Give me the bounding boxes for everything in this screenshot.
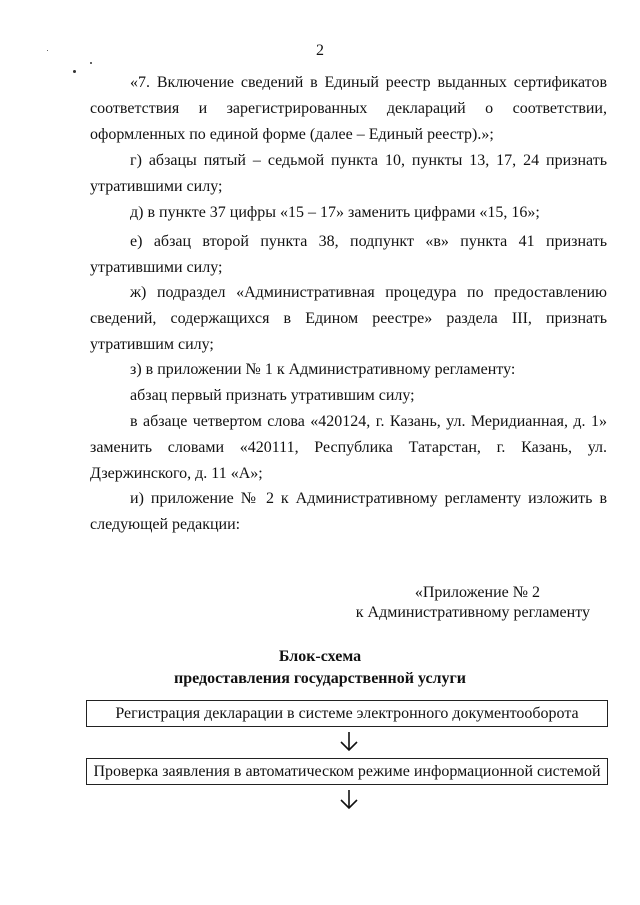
scan-speck [73, 70, 76, 73]
paragraph-i [90, 486, 607, 538]
paragraph-text: в абзаце четвертом слова «420124, г. Казань, ул. Меридианная, д. 1» заменить словами «420111, Республика Татарстан, г. Казань, ул. Дзержинского, д. 11 «А»; [90, 413, 607, 482]
paragraph-e [90, 229, 607, 281]
paragraph-text: Включение сведений в Единый реестр выданных сертификатов соответствия и зарегистрированных деклараций о соответствии, оформленных по единой форме (далее – Единый реестр).»; [90, 74, 607, 143]
paragraph-marker: «7. [130, 74, 150, 91]
arrow-down-icon [337, 789, 361, 811]
paragraph-text: абзац первый признать утратившим силу; [130, 387, 415, 404]
paragraph-marker: д) [130, 204, 144, 221]
scheme-title-line1: Блок-схема [278, 648, 362, 665]
appendix-header [300, 583, 590, 623]
appendix-title: «Приложение № 2 [414, 584, 540, 601]
paragraph-marker: г) [130, 152, 142, 169]
paragraph-abzac-fourth [90, 409, 607, 487]
paragraph-marker: и) [130, 490, 144, 507]
paragraph-7 [90, 70, 607, 148]
appendix-subtitle: к Административному регламенту [355, 604, 590, 621]
paragraph-marker: ж) [130, 284, 147, 301]
paragraph-text: подраздел «Административная процедура по предоставлению сведений, содержащихся в Едином реестре» раздела III, признать утратившим силу; [90, 284, 608, 353]
scheme-title [0, 646, 640, 690]
arrow-down-icon [337, 731, 361, 753]
paragraph-text: абзацы пятый – седьмой пункта 10, пункты 13, 17, 24 признать утратившими силу; [90, 152, 608, 195]
paragraph-text: в пункте 37 цифры «15 – 17» заменить цифрами «15, 16»; [147, 204, 540, 221]
flow-step-1: Регистрация декларации в системе электронного документооборота [86, 700, 608, 727]
flow-step-2: Проверка заявления в автоматическом режиме информационной системой [86, 758, 608, 785]
paragraph-z [90, 357, 607, 383]
paragraph-abzac-first [90, 383, 607, 409]
page-number: 2 [316, 42, 324, 59]
paragraph-marker: е) [130, 233, 143, 250]
paragraph-text: приложение № 2 к Административному регламенту изложить в следующей редакции: [90, 490, 608, 533]
scheme-title-line2: предоставления государственной услуги [173, 670, 467, 687]
paragraph-g [90, 148, 607, 200]
scan-speck [90, 62, 92, 64]
paragraph-marker: з) [130, 361, 142, 378]
paragraph-text: в приложении № 1 к Административному регламенту: [145, 361, 516, 378]
paragraph-d [90, 200, 607, 226]
paragraph-text: абзац второй пункта 38, подпункт «в» пункта 41 признать утратившими силу; [90, 233, 608, 276]
paragraph-zh [90, 280, 607, 358]
